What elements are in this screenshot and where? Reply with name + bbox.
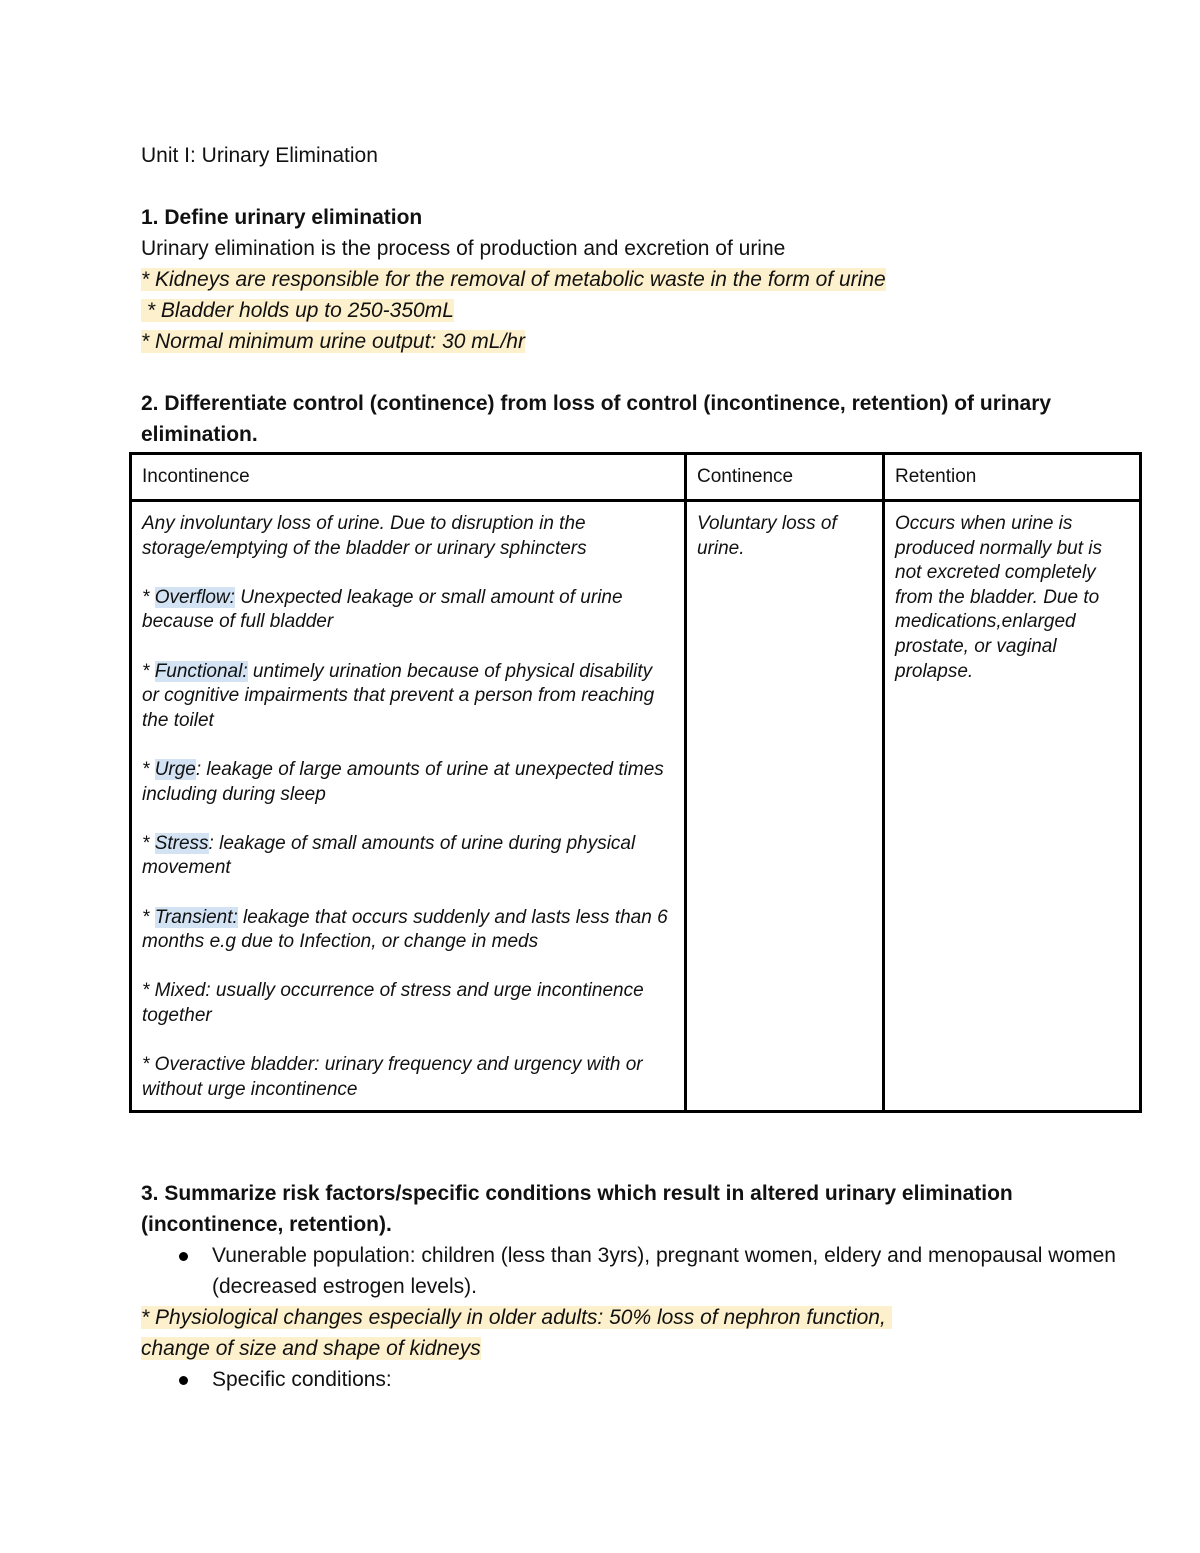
section1-heading: 1. Define urinary elimination — [141, 206, 423, 229]
bullet-icon — [179, 1376, 188, 1385]
retention-cell: Occurs when urine is produced normally but is not excreted completely from the bladder. Due to medications,enlarged prostate, or vaginal prolapse. — [884, 501, 1141, 1112]
incontinence-type-functional: * Functional: untimely urination because of physical disability or cognitive impairments that prevent a person from reaching the toilet — [142, 660, 655, 731]
section3 — [141, 1178, 1141, 1395]
header-retention: Retention — [884, 454, 1141, 501]
incontinence-type-stress: * Stress: leakage of small amounts of urine during physical movement — [142, 832, 636, 879]
continence-table — [129, 452, 1142, 1113]
note-bladder: * Bladder holds up to 250-350mL — [141, 299, 454, 322]
term-transient: Transient: — [154, 906, 238, 928]
incontinence-type-overflow: * Overflow: Unexpected leakage or small amount of urine because of full bladder — [142, 586, 623, 633]
note-physiological-changes: * Physiological changes especially in older adults: 50% loss of nephron function, — [141, 1306, 892, 1329]
incontinence-intro: Any involuntary loss of urine. Due to disruption in the storage/emptying of the bladder or urinary sphincters — [142, 513, 587, 559]
term-functional: Functional: — [154, 660, 248, 682]
incontinence-cell — [131, 501, 686, 1112]
document-body — [141, 140, 1141, 450]
table-row — [131, 501, 1141, 1112]
list-item: Vunerable population: children (less than 3yrs), pregnant women, eldery and menopausal women (decreased estrogen levels). — [141, 1240, 1141, 1302]
continence-cell: Voluntary loss of urine. — [686, 501, 884, 1112]
section1-definition: Urinary elimination is the process of production and excretion of urine — [141, 237, 786, 260]
incontinence-type-mixed: * Mixed: usually occurrence of stress and urge incontinence together — [142, 980, 644, 1026]
list-item: Specific conditions: — [141, 1364, 1141, 1395]
header-continence: Continence — [686, 454, 884, 501]
note-urine-output: * Normal minimum urine output: 30 mL/hr — [141, 330, 525, 353]
table-header-row — [131, 454, 1141, 501]
term-urge: Urge — [154, 758, 196, 780]
conditions-list — [141, 1364, 1141, 1395]
term-stress: Stress — [154, 832, 209, 854]
note-kidneys: * Kidneys are responsible for the removal of metabolic waste in the form of urine — [141, 268, 886, 291]
risk-list — [141, 1240, 1141, 1302]
section3-heading: 3. Summarize risk factors/specific conditions which result in altered urinary elimination (incontinence, retention). — [141, 1182, 1013, 1236]
page-title: Unit I: Urinary Elimination — [141, 144, 378, 167]
note-kidney-size: change of size and shape of kidneys — [141, 1337, 481, 1360]
incontinence-type-overactive: * Overactive bladder: urinary frequency and urgency with or without urge incontinence — [142, 1054, 643, 1100]
section2-heading: 2. Differentiate control (continence) from loss of control (incontinence, retention) of urinary elimination. — [141, 392, 1052, 446]
bullet-icon — [179, 1252, 188, 1261]
term-overflow: Overflow: — [154, 586, 235, 608]
header-incontinence: Incontinence — [131, 454, 686, 501]
incontinence-type-transient: * Transient: leakage that occurs suddenly and lasts less than 6 months e.g due to Infection, or change in meds — [142, 906, 668, 953]
incontinence-type-urge: * Urge: leakage of large amounts of urine at unexpected times including during sleep — [142, 758, 664, 805]
